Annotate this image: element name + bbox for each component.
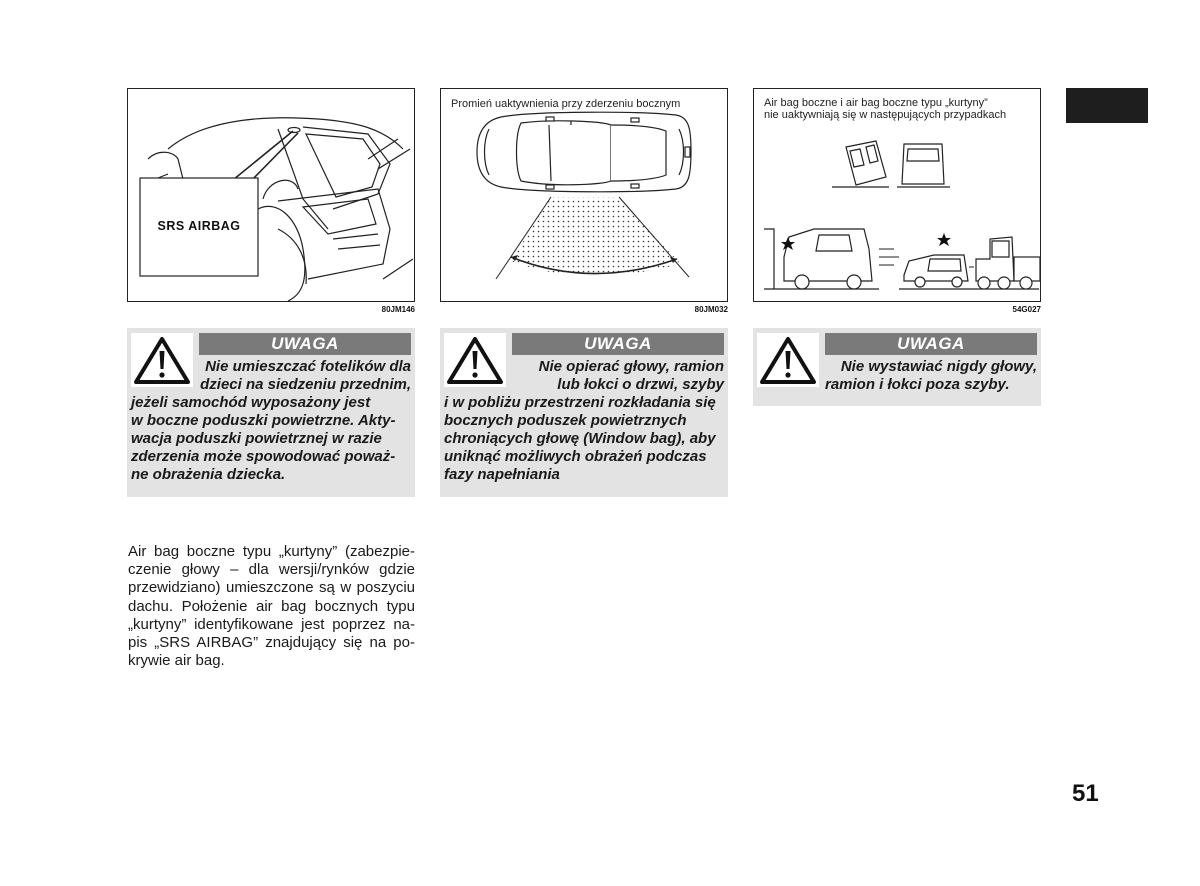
warning-title: UWAGA [512, 333, 724, 355]
figure-code: 80JM146 [381, 305, 415, 314]
warning-title: UWAGA [199, 333, 411, 355]
chapter-tab-marker [1066, 88, 1148, 123]
warning-title: UWAGA [825, 333, 1037, 355]
figure-no-activation-cases [753, 88, 1041, 302]
figure-activation-radius [440, 88, 728, 302]
warning-triangle-icon [444, 333, 506, 387]
page-number: 51 [1072, 780, 1099, 807]
figure-code: 54G027 [1012, 305, 1041, 314]
warning-triangle-icon [131, 333, 193, 387]
car-top-view-illustration [441, 89, 728, 302]
warning-box-head-arms: UWAGA Nie opierać głowy, ramion lub łokci o drzwi, szyby i w pobliżu przestrzeni rozkładania się bocznych poduszek powietrznych chroniących głowę (Window bag), aby uniknąć możliwych obrażeń podczas fazy napełniania [440, 328, 728, 497]
interior-illustration [128, 89, 415, 302]
warning-triangle-icon [757, 333, 819, 387]
srs-airbag-label: SRS AIRBAG [157, 219, 241, 233]
figure-srs-airbag-interior [127, 88, 415, 302]
figure-caption-line-1: Air bag boczne i air bag boczne typu „kurtyny” [764, 97, 988, 109]
body-paragraph: Air bag boczne typu „kurtyny” (zabezpie- czenie głowy – dla wersji/rynków gdzie przewidziano) umieszczone są w poszyciu dachu. Położenie air bag bocznych typu „kurtyny” identyfikowane jest poprzez na- pis „SRS AIRBAG” znajdujący się na po- krywie air bag. [128, 543, 415, 670]
warning-box-child-seat: UWAGA Nie umieszczać fotelików dla dzieci na siedzeniu przednim, jeżeli samochód wyposażony jest w boczne poduszki powietrzne. Akty- wacja poduszki powietrznej w razie zderzenia może spowodować poważ- ne obrażenia dziecka. [127, 328, 415, 497]
warning-box-windows: UWAGA Nie wystawiać nigdy głowy, ramion i łokci poza szyby. [753, 328, 1041, 406]
figure-caption: Promień uaktywnienia przy zderzeniu bocznym [451, 98, 681, 110]
figure-caption-line-2: nie uaktywniają się w następujących przypadkach [764, 109, 1007, 121]
figure-code: 80JM032 [694, 305, 728, 314]
